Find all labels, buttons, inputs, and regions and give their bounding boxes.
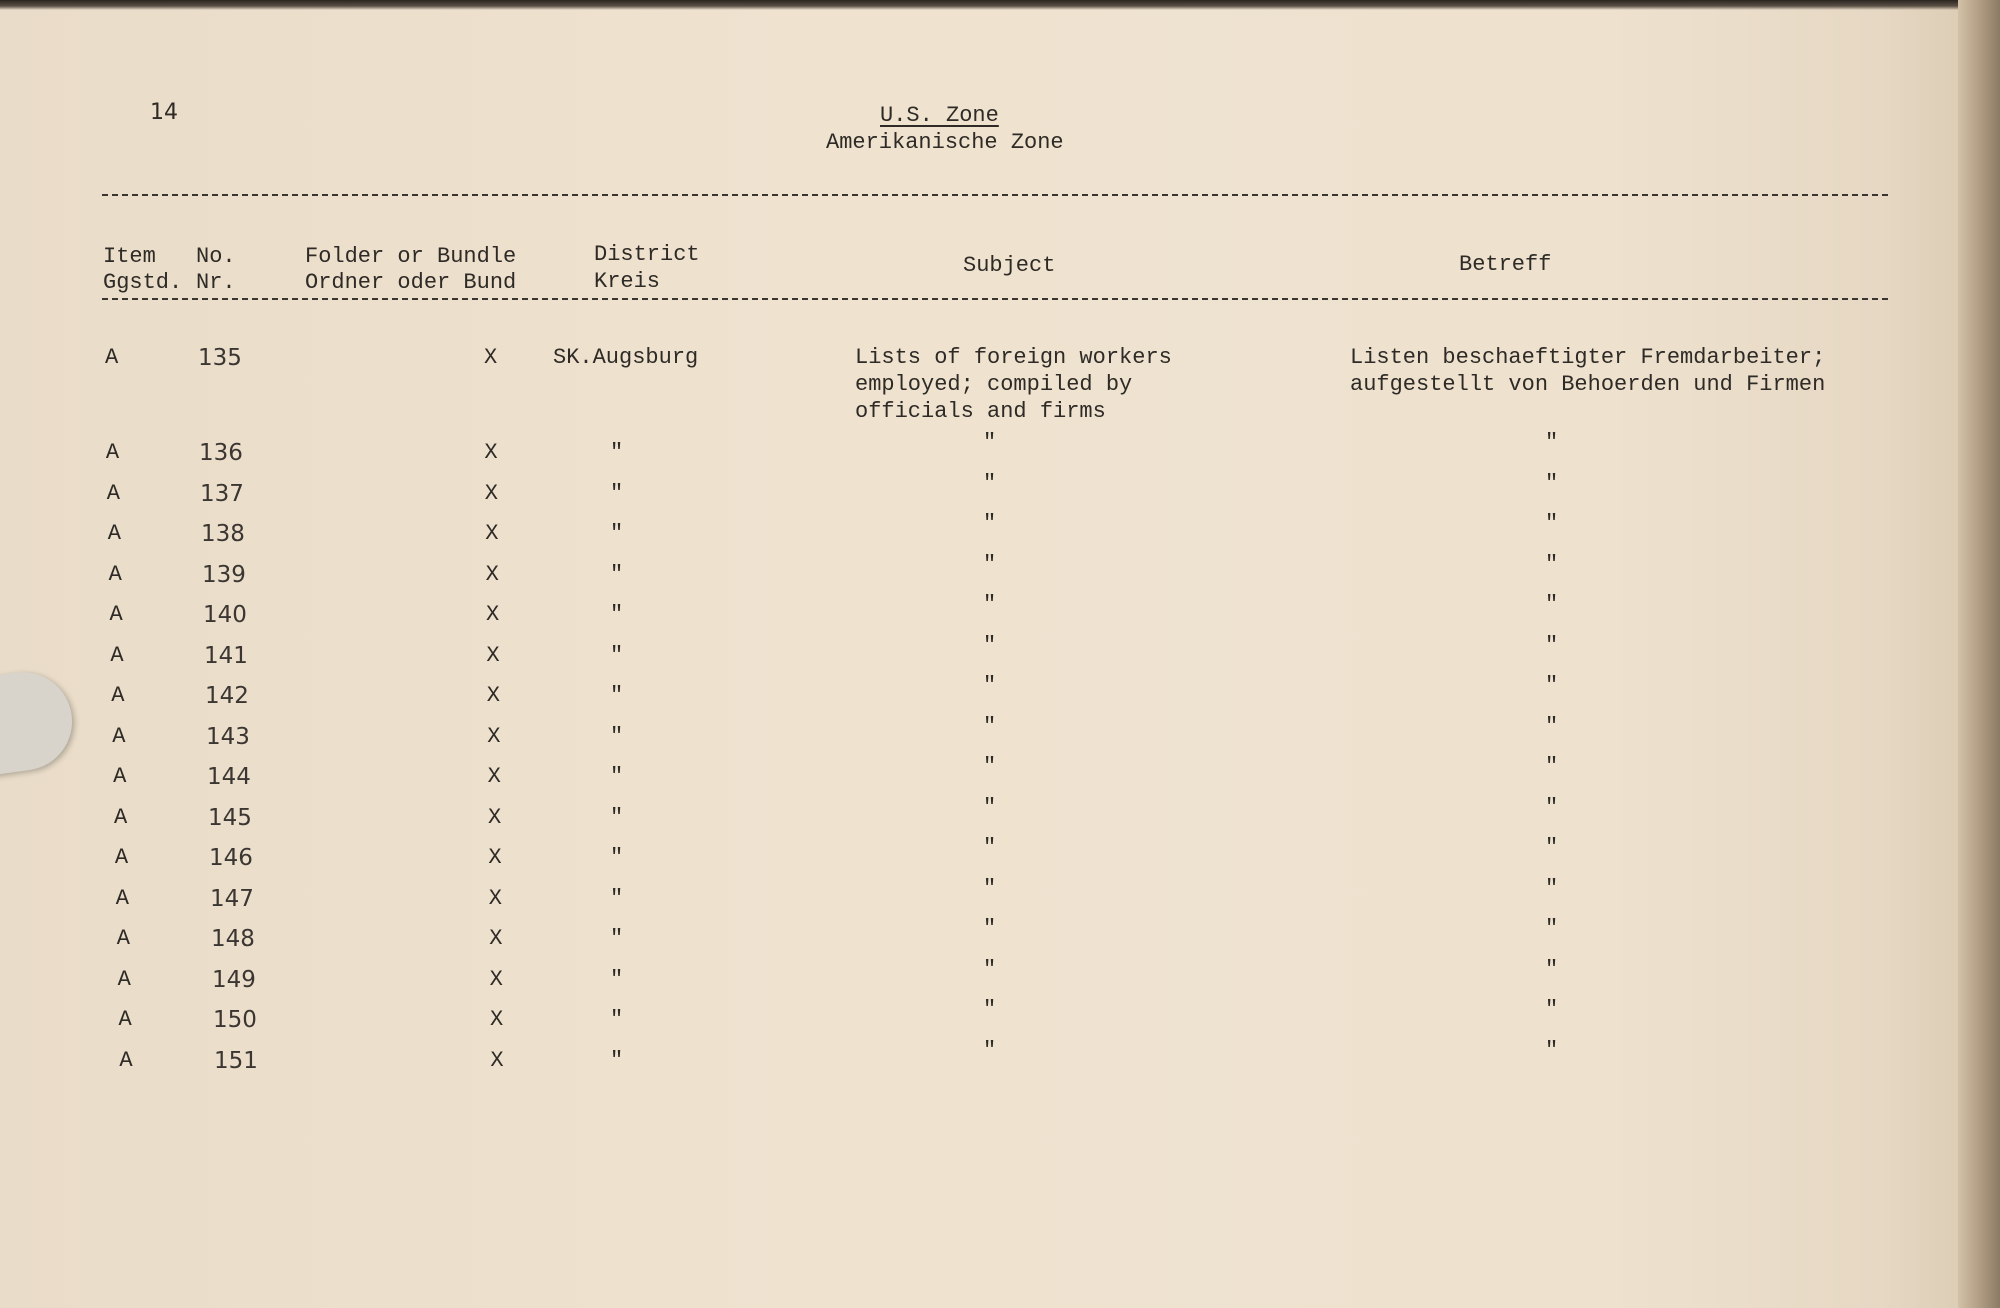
number-cell: 151 <box>214 1047 258 1074</box>
page-clip <box>0 666 78 776</box>
number-cell: 140 <box>203 602 247 628</box>
header-folder: Folder or Bundle <box>305 244 517 269</box>
header-district: District <box>594 242 700 267</box>
subject-cell: Lists of foreign workers <box>855 345 1172 370</box>
betreff-cell: " <box>1545 632 1559 658</box>
subject-cell: " <box>983 470 997 496</box>
top-divider <box>102 194 1888 196</box>
folder-cell: X <box>486 602 500 627</box>
number-cell: 147 <box>210 885 254 912</box>
item-cell: A <box>107 521 121 546</box>
district-cell: " <box>610 1047 624 1073</box>
betreff-cell: Listen beschaeftigter Fremdarbeiter; <box>1350 345 1826 370</box>
folder-cell: X <box>485 561 499 587</box>
betreff-cell: " <box>1545 794 1559 820</box>
item-cell: A <box>105 440 120 465</box>
number-cell: 143 <box>206 723 250 750</box>
item-cell: A <box>119 1047 133 1073</box>
subject-cell: " <box>983 1037 997 1063</box>
district-cell: " <box>610 966 624 992</box>
district-cell: " <box>610 642 624 668</box>
header-item-de: Ggstd. <box>103 270 183 295</box>
header-betreff: Betreff <box>1459 252 1552 277</box>
number-cell: 144 <box>207 764 251 790</box>
betreff-cell: " <box>1545 754 1559 779</box>
header-subject: Subject <box>963 253 1056 278</box>
subject-cell: " <box>983 673 997 698</box>
betreff-cell: " <box>1545 1037 1559 1063</box>
number-cell: 141 <box>204 642 248 669</box>
folder-cell: X <box>484 480 498 506</box>
item-cell: A <box>109 602 123 627</box>
header-folder-de: Ordner oder Bund <box>305 270 517 295</box>
number-cell: 136 <box>199 440 243 466</box>
subject-cell: officials and firms <box>855 399 1106 424</box>
item-cell: A <box>108 561 122 587</box>
betreff-cell: " <box>1545 956 1559 982</box>
subject-cell: " <box>983 997 997 1022</box>
number-cell: 137 <box>200 480 244 507</box>
folder-cell: X <box>484 345 498 370</box>
district-cell: " <box>610 926 624 951</box>
betreff-cell: " <box>1545 997 1559 1022</box>
item-cell: A <box>114 804 128 830</box>
district-cell: " <box>610 480 624 506</box>
folder-cell: X <box>489 966 503 992</box>
district-cell: " <box>610 804 624 830</box>
item-cell: A <box>115 885 129 911</box>
item-cell: A <box>105 345 119 370</box>
betreff-cell: " <box>1545 835 1559 860</box>
item-cell: A <box>111 683 125 708</box>
item-cell: A <box>118 1007 132 1032</box>
item-cell: A <box>106 480 120 506</box>
betreff-cell: " <box>1545 551 1559 577</box>
item-cell: A <box>114 845 129 870</box>
folder-cell: X <box>486 683 500 708</box>
header-item: Item <box>103 244 156 269</box>
item-cell: A <box>112 723 126 749</box>
number-cell: 145 <box>208 804 252 831</box>
betreff-cell: " <box>1545 511 1559 536</box>
item-cell: A <box>110 642 124 668</box>
district-cell: " <box>610 561 624 587</box>
header-no-de: Nr. <box>196 270 236 295</box>
folder-cell: X <box>488 845 502 870</box>
subject-cell: " <box>983 794 997 820</box>
page-binding-edge <box>1958 0 2000 1308</box>
district-cell: " <box>610 723 624 749</box>
number-cell: 150 <box>213 1007 257 1033</box>
betreff-cell: " <box>1545 430 1559 455</box>
district-cell: " <box>610 440 624 465</box>
folder-cell: X <box>487 764 501 789</box>
folder-cell: X <box>487 723 501 749</box>
item-cell: A <box>116 926 130 951</box>
district-cell: " <box>610 602 624 627</box>
district-cell: " <box>610 885 624 911</box>
folder-cell: X <box>489 926 503 951</box>
district-cell: " <box>610 764 624 789</box>
district-cell: " <box>610 845 624 870</box>
district-cell: SK.Augsburg <box>553 345 699 370</box>
subject-cell: " <box>983 713 997 739</box>
number-cell: 148 <box>211 926 255 952</box>
header-district-de: Kreis <box>594 269 661 294</box>
header-divider <box>102 298 1888 300</box>
district-cell: " <box>610 1007 624 1032</box>
subject-cell: " <box>983 430 997 455</box>
subject-cell: " <box>983 551 997 577</box>
folder-cell: X <box>490 1047 504 1073</box>
subject-cell: " <box>983 956 997 982</box>
subject-cell: " <box>983 916 997 941</box>
betreff-cell: " <box>1545 673 1559 698</box>
subject-cell: employed; compiled by <box>855 372 1133 397</box>
betreff-cell: " <box>1545 916 1559 941</box>
folder-cell: X <box>485 521 499 546</box>
betreff-cell: aufgestellt von Behoerden und Firmen <box>1350 372 1826 397</box>
subject-cell: " <box>983 875 997 901</box>
folder-cell: X <box>486 642 500 668</box>
folder-cell: X <box>490 1007 504 1032</box>
subject-cell: " <box>983 754 997 779</box>
subject-cell: " <box>983 592 997 617</box>
subject-cell: " <box>983 511 997 536</box>
zone-title-german: Amerikanische Zone <box>826 130 1064 155</box>
page-top-edge <box>0 0 2000 10</box>
number-cell: 139 <box>202 561 246 588</box>
betreff-cell: " <box>1545 713 1559 739</box>
item-cell: A <box>113 764 127 789</box>
zone-title: U.S. Zone <box>880 103 999 128</box>
number-cell: 142 <box>205 683 249 709</box>
number-cell: 135 <box>198 345 242 371</box>
number-cell: 149 <box>212 966 256 993</box>
number-cell: 146 <box>209 845 253 871</box>
subject-cell: " <box>983 835 997 860</box>
page-number: 14 <box>150 100 178 125</box>
item-cell: A <box>117 966 131 992</box>
betreff-cell: " <box>1545 875 1559 901</box>
folder-cell: X <box>488 885 502 911</box>
subject-cell: " <box>983 632 997 658</box>
number-cell: 138 <box>201 521 245 547</box>
district-cell: " <box>610 521 624 546</box>
betreff-cell: " <box>1545 592 1559 617</box>
header-no: No. <box>196 244 236 269</box>
betreff-cell: " <box>1545 470 1559 496</box>
folder-cell: X <box>488 804 502 830</box>
folder-cell: X <box>484 440 498 465</box>
district-cell: " <box>610 683 624 708</box>
